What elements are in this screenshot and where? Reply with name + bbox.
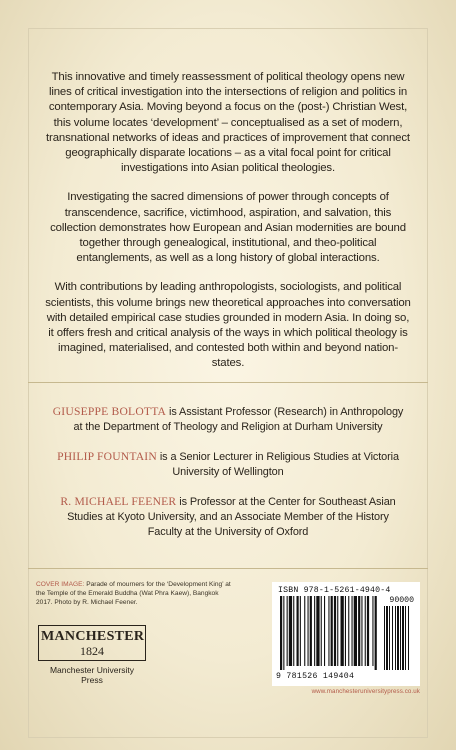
barcode-bar [289,596,292,666]
logo-wordmark: MANCHESTER [41,629,145,644]
barcode-bar [345,596,346,666]
blurb-paragraph-3: With contributions by leading anthropologists, sociologists, and political scientists, this volume brings new theoretical approaches into conversation with detailed empirical case studies grounded in modern Asia. In doing so, it offers fresh and critical analysis of the ways in which political theology is imagined, materialised, and contested both within and beyond nation-states. [45,281,411,370]
barcode-bar [365,596,366,666]
isbn-text: ISBN 978-1-5261-4940-4 [278,586,391,595]
barcode-bar [324,596,325,666]
addon-bar [402,606,404,670]
editor-bio-1 [50,404,406,435]
barcode-bar [367,596,369,666]
barcode-bar [297,596,299,666]
barcode-panel [272,582,420,686]
addon-bar [408,606,409,670]
barcode-bar [352,596,353,666]
barcode-bar [308,596,309,666]
price-addon: 90000 [389,596,414,605]
publisher-name: Manchester University Press [49,665,135,685]
cover-image-credit [36,580,236,607]
cover-image-label: COVER IMAGE: [36,581,85,588]
barcode-bars [278,596,418,672]
barcode-bar [293,596,294,666]
addon-bar [389,606,390,670]
barcode-bar [348,596,349,666]
addon-bar [384,606,385,670]
barcode-bar [321,596,322,666]
barcode-bar [354,596,357,666]
addon-bar [397,606,399,670]
barcode-bar [375,596,377,670]
barcode-bar [341,596,344,666]
barcode-bar [337,596,338,666]
editor-name-2: PHILIP FOUNTAIN [57,450,157,463]
addon-bar [405,606,406,670]
publisher-logo [38,625,146,685]
barcode-bar [372,596,373,666]
addon-bar [395,606,396,670]
barcode-bar [314,596,315,666]
logo-year: 1824 [80,644,104,658]
barcode-digits: 9 781526 149404 [276,672,355,681]
editor-description-3: is Professor at the Center for Southeast Asian Studies at Kyoto University, and an Associate Member of the History Faculty at the University of Oxford [67,496,396,538]
addon-bar [386,606,388,670]
blurb-paragraph-1: This innovative and timely reassessment of political theology opens new lines of critical investigation into the intersections of religion and politics in contemporary Asia. Moving beyond a focus on the (post-) Christian West, this volume locates ‘development’ – conceptualised as a set of modern, transnational networks of ideas and practices of improvement that connect geographically disparate locations – as a vital focal point for critical investigations into Asian political theologies. [46,71,410,175]
editor-name-1: GIUSEPPE BOLOTTA [52,405,167,418]
barcode-bar [334,596,336,666]
publisher-url: www.manchesteruniversitypress.co.uk [311,688,420,695]
cover-image-caption: Parade of mourners for the ‘Development King’ at the Temple of the Emerald Buddha (Wat Phra Kaew), Bangkok 2017. Photo by R. Michael Feener. [36,581,231,606]
barcode-bar [328,596,329,666]
logo-box [38,625,146,661]
editor-bio-3 [50,494,406,540]
editor-bios [50,404,406,554]
editor-description-2: is a Senior Lecturer in Religious Studies at Victoria University of Wellington [156,451,399,478]
section-divider-top [28,382,428,383]
section-divider-bottom [28,568,428,569]
barcode-bar [331,596,333,666]
barcode-bar [287,596,288,666]
blurb-paragraph-2: Investigating the sacred dimensions of power through concepts of transcendence, sacrifice, victimhood, aspiration, and salvation, this collection demonstrates how European and Asian modernities are bound together through genealogical, institutional, and theo-political entanglements, as well as a long history of global interactions. [50,191,406,265]
barcode-bar [361,596,362,666]
editor-bio-2 [50,449,406,480]
editor-description-1: is Assistant Professor (Research) in Anthropology at the Department of Theology and Religion at Durham University [73,406,404,433]
barcode-bar [300,596,301,666]
addon-bar [392,606,393,670]
barcode-bar [310,596,312,666]
barcode-bar [280,596,282,670]
editor-name-3: R. MICHAEL FEENER [60,495,177,508]
barcode-bar [358,596,360,666]
barcode-bar [316,596,319,666]
barcode-bar [283,596,284,670]
barcode-bar [304,596,305,666]
addon-bar [400,606,401,670]
book-blurb [44,70,412,386]
